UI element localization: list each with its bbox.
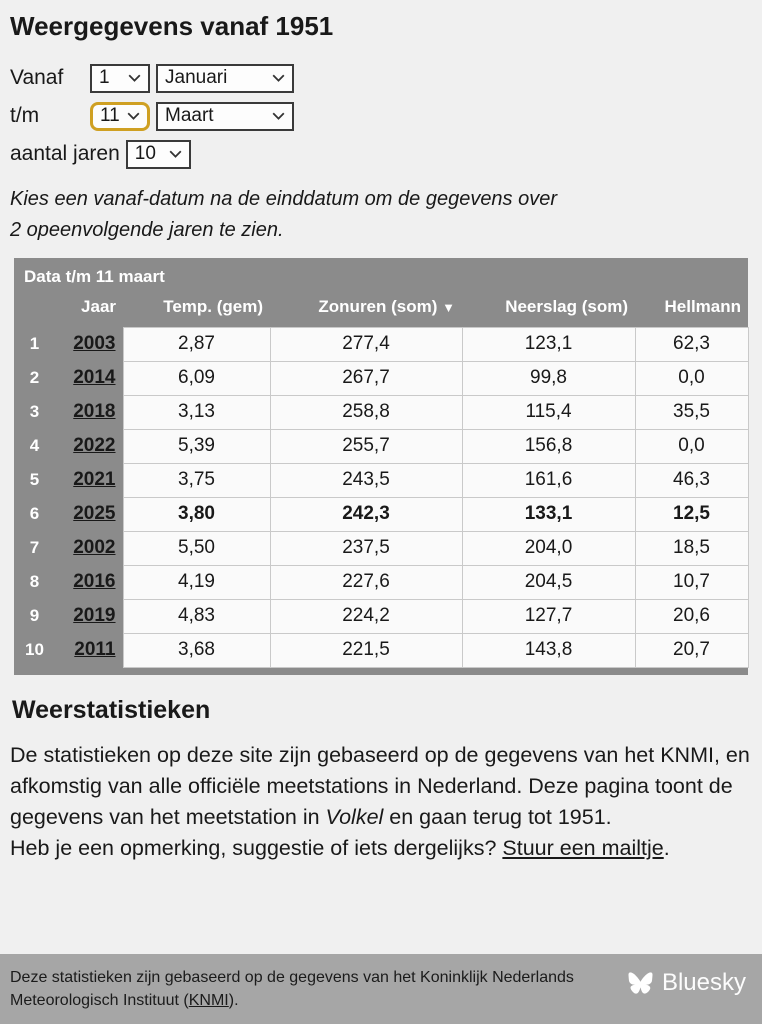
weather-table-body xyxy=(14,327,748,667)
chevron-down-icon xyxy=(272,74,285,82)
row-rank: 9 xyxy=(29,606,40,626)
date-range-form xyxy=(10,64,752,169)
column-header-neerslag[interactable]: Neerslag (som) xyxy=(505,296,629,316)
bluesky-butterfly-icon xyxy=(627,971,654,995)
row-rank: 3 xyxy=(29,402,40,422)
from-month-select[interactable] xyxy=(156,64,294,93)
year-cell xyxy=(55,463,123,497)
hint-line-1: Kies een vanaf-datum na de einddatum om de gegevens over xyxy=(10,187,558,210)
temp-cell: 2,87 xyxy=(123,327,270,361)
temp-cell: 5,50 xyxy=(123,531,270,565)
to-month-value: Maart xyxy=(165,105,214,127)
row-rank: 2 xyxy=(29,368,40,388)
year-cell xyxy=(55,429,123,463)
year-cell xyxy=(55,599,123,633)
table-header-row xyxy=(14,295,748,328)
sun-cell: 227,6 xyxy=(270,565,462,599)
hellmann-cell: 20,6 xyxy=(635,599,748,633)
year-link[interactable]: 2018 xyxy=(73,401,116,423)
bluesky-label: Bluesky xyxy=(661,968,746,996)
temp-cell: 5,39 xyxy=(123,429,270,463)
page-footer xyxy=(0,954,762,1024)
station-name: Volkel xyxy=(325,804,384,829)
temp-cell: 3,75 xyxy=(123,463,270,497)
rain-cell: 161,6 xyxy=(462,463,635,497)
rain-cell: 127,7 xyxy=(462,599,635,633)
hellmann-cell: 12,5 xyxy=(635,497,748,531)
from-row xyxy=(10,64,752,93)
stats-text-1: De statistieken op deze site zijn gebaseerd op de gegevens van het KNMI, en afkomstig van alle officiële meetstations in Nederland. Deze pagina toont de gegevens van het meetstation in xyxy=(10,742,750,829)
rain-cell: 123,1 xyxy=(462,327,635,361)
temp-cell: 3,80 xyxy=(123,497,270,531)
sun-cell: 237,5 xyxy=(270,531,462,565)
sun-cell: 258,8 xyxy=(270,395,462,429)
year-link[interactable]: 2003 xyxy=(73,333,116,355)
hellmann-cell: 0,0 xyxy=(635,361,748,395)
sun-cell: 267,7 xyxy=(270,361,462,395)
temp-cell: 4,19 xyxy=(123,565,270,599)
table-row xyxy=(14,599,748,633)
sun-cell: 242,3 xyxy=(270,497,462,531)
sun-cell: 243,5 xyxy=(270,463,462,497)
hellmann-cell: 46,3 xyxy=(635,463,748,497)
year-cell xyxy=(55,327,123,361)
years-select[interactable] xyxy=(126,140,191,169)
section-heading: Weerstatistieken xyxy=(12,695,211,724)
hellmann-cell: 0,0 xyxy=(635,429,748,463)
year-cell xyxy=(55,633,123,667)
years-row xyxy=(10,140,752,169)
temp-cell: 6,09 xyxy=(123,361,270,395)
hint-text xyxy=(10,184,752,246)
year-cell xyxy=(55,531,123,565)
to-row xyxy=(10,102,752,131)
rain-cell: 99,8 xyxy=(462,361,635,395)
chevron-down-icon xyxy=(128,74,141,82)
table-row xyxy=(14,497,748,531)
sort-desc-icon: ▼ xyxy=(442,299,456,315)
temp-cell: 3,68 xyxy=(123,633,270,667)
years-label: aantal jaren xyxy=(10,142,120,166)
bluesky-link[interactable] xyxy=(627,969,746,997)
rain-cell: 204,0 xyxy=(462,531,635,565)
row-rank: 10 xyxy=(25,640,44,660)
to-label: t/m xyxy=(10,104,40,128)
column-header-temp[interactable]: Temp. (gem) xyxy=(163,296,264,316)
year-link[interactable]: 2014 xyxy=(73,367,116,389)
row-rank: 5 xyxy=(29,470,40,490)
row-rank: 6 xyxy=(29,504,40,524)
temp-cell: 3,13 xyxy=(123,395,270,429)
years-value: 10 xyxy=(134,143,156,165)
sun-cell: 277,4 xyxy=(270,327,462,361)
weather-table xyxy=(14,258,748,675)
stats-text-3: Heb je een opmerking, suggestie of iets dergelijks? xyxy=(10,835,503,860)
year-link[interactable]: 2021 xyxy=(73,469,116,491)
page-title: Weergegevens vanaf 1951 xyxy=(10,11,334,41)
row-rank: 4 xyxy=(29,436,40,456)
row-rank: 8 xyxy=(29,572,40,592)
year-link[interactable]: 2002 xyxy=(73,537,116,559)
year-link[interactable]: 2011 xyxy=(74,639,116,661)
hint-line-2: 2 opeenvolgende jaren te zien. xyxy=(10,218,284,241)
hellmann-cell: 35,5 xyxy=(635,395,748,429)
table-row xyxy=(14,531,748,565)
temp-cell: 4,83 xyxy=(123,599,270,633)
from-label: Vanaf xyxy=(10,66,64,90)
rain-cell: 156,8 xyxy=(462,429,635,463)
stats-text-4: . xyxy=(663,835,670,860)
sun-cell: 224,2 xyxy=(270,599,462,633)
table-row xyxy=(14,327,748,361)
row-rank: 1 xyxy=(29,334,40,354)
row-rank: 7 xyxy=(29,538,40,558)
rain-cell: 143,8 xyxy=(462,633,635,667)
table-row xyxy=(14,361,748,395)
to-day-value: 11 xyxy=(100,105,120,127)
chevron-down-icon xyxy=(127,112,140,120)
knmi-link[interactable]: KNMI xyxy=(188,991,229,1009)
table-row xyxy=(14,395,748,429)
year-link[interactable]: 2025 xyxy=(73,503,116,525)
hellmann-cell: 10,7 xyxy=(635,565,748,599)
from-month-value: Januari xyxy=(165,67,228,89)
from-day-value: 1 xyxy=(99,67,110,89)
year-link[interactable]: 2022 xyxy=(73,435,116,457)
footer-text-2: ). xyxy=(228,991,239,1009)
rain-cell: 115,4 xyxy=(462,395,635,429)
column-header-zonuren-label: Zonuren (som) xyxy=(318,296,438,316)
sun-cell: 255,7 xyxy=(270,429,462,463)
year-link[interactable]: 2019 xyxy=(73,605,116,627)
table-row xyxy=(14,429,748,463)
footer-text xyxy=(10,966,610,1012)
year-link[interactable]: 2016 xyxy=(73,571,116,593)
rain-cell: 133,1 xyxy=(462,497,635,531)
rain-cell: 204,5 xyxy=(462,565,635,599)
table-row xyxy=(14,463,748,497)
hellmann-cell: 18,5 xyxy=(635,531,748,565)
to-day-select[interactable] xyxy=(90,102,150,131)
column-header-hellmann[interactable]: Hellmann xyxy=(664,296,742,316)
stats-text-2: en gaan terug tot 1951. xyxy=(383,804,612,829)
year-cell xyxy=(55,361,123,395)
table-caption: Data t/m 11 maart xyxy=(24,266,165,286)
mail-link[interactable]: Stuur een mailtje xyxy=(502,835,664,860)
hellmann-cell: 62,3 xyxy=(635,327,748,361)
year-cell xyxy=(55,565,123,599)
stats-paragraph xyxy=(10,740,752,864)
footer-text-1: Deze statistieken zijn gebaseerd op de gegevens van het Koninklijk Nederlands Meteorologisch Instituut ( xyxy=(10,968,574,1009)
sun-cell: 221,5 xyxy=(270,633,462,667)
table-row xyxy=(14,633,748,667)
from-day-select[interactable] xyxy=(90,64,150,93)
chevron-down-icon xyxy=(169,150,182,158)
to-month-select[interactable] xyxy=(156,102,294,131)
chevron-down-icon xyxy=(272,112,285,120)
year-cell xyxy=(55,395,123,429)
column-header-jaar[interactable]: Jaar xyxy=(81,297,117,317)
table-row xyxy=(14,565,748,599)
column-header-zonuren[interactable] xyxy=(270,295,462,328)
year-cell xyxy=(55,497,123,531)
hellmann-cell: 20,7 xyxy=(635,633,748,667)
